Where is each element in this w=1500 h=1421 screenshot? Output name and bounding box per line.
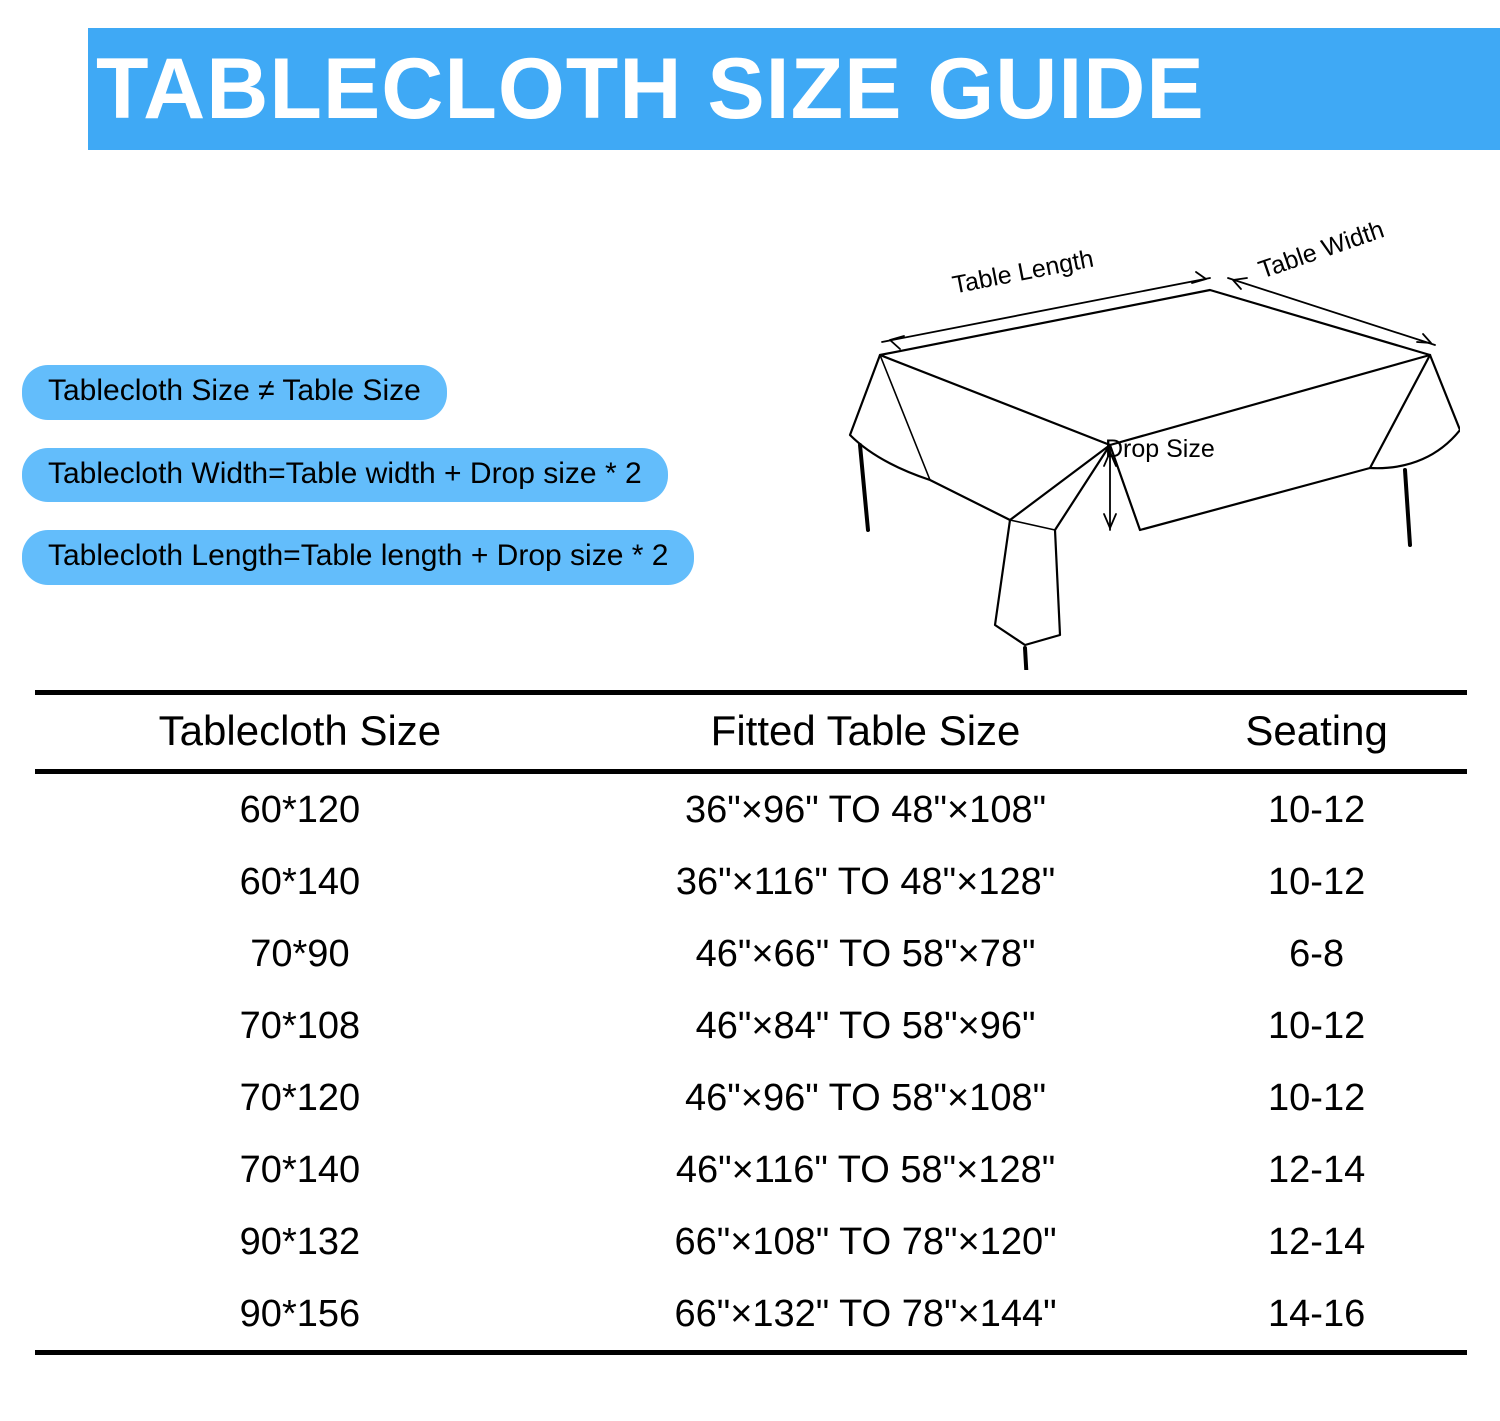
table-row: [35, 1278, 1467, 1353]
table-row: [35, 1206, 1467, 1278]
cell-seating: 14-16: [1166, 1278, 1467, 1353]
cell-fitted-table-size: 46"×66" TO 58"×78": [695, 932, 1036, 975]
column-header-seating: Seating: [1245, 707, 1388, 754]
table-row: [35, 1134, 1467, 1206]
tablecloth-diagram: [810, 215, 1460, 670]
cell-tablecloth-size: 70*140: [239, 1148, 361, 1191]
label-table-width: Table Width: [1255, 215, 1388, 285]
label-drop-size: Drop Size: [1105, 435, 1215, 463]
cell-fitted-table-size: 46"×116" TO 58"×128": [675, 1148, 1056, 1191]
cell-seating: 12-14: [1268, 1148, 1366, 1191]
cell-seating: 10-12: [1268, 1076, 1366, 1119]
cell-fitted-table-size: 46"×84" TO 58"×96": [695, 1004, 1036, 1047]
column-header-fitted-table-size: Fitted Table Size: [710, 707, 1021, 754]
cell-tablecloth-size: 60*140: [239, 860, 361, 903]
cell-seating: 10-12: [1268, 788, 1366, 831]
cell-fitted-table-size: 36"×96" TO 48"×108": [685, 788, 1047, 831]
table-header-row: [35, 693, 1467, 772]
formula-pill-length: Tablecloth Length=Table length + Drop size * 2: [22, 530, 694, 585]
size-chart-table: [35, 690, 1467, 1355]
table-row: [35, 1062, 1467, 1134]
label-table-length: Table Length: [950, 244, 1096, 300]
cell-tablecloth-size: 70*108: [239, 1004, 361, 1047]
table-body: [35, 772, 1467, 1353]
table-row: [35, 918, 1467, 990]
column-header-tablecloth-size: Tablecloth Size: [158, 707, 442, 754]
table-row: [35, 990, 1467, 1062]
page-title: TABLECLOTH SIZE GUIDE: [96, 41, 1205, 137]
cell-seating: 10-12: [1268, 1004, 1366, 1047]
cell-fitted-table-size: 66"×132" TO 78"×144": [565, 1278, 1166, 1353]
cell-fitted-table-size: 66"×108" TO 78"×120": [674, 1220, 1057, 1263]
cell-fitted-table-size: 36"×116" TO 48"×128": [675, 860, 1056, 903]
cell-tablecloth-size: 90*156: [35, 1278, 565, 1353]
cell-seating: 10-12: [1268, 860, 1366, 903]
header-banner: [88, 28, 1500, 150]
cell-seating: 6-8: [1289, 932, 1345, 975]
table-header: [35, 693, 1467, 772]
cell-tablecloth-size: 90*132: [239, 1220, 361, 1263]
formula-pill-list: [22, 365, 842, 613]
cell-tablecloth-size: 60*120: [239, 788, 361, 831]
cell-tablecloth-size: 70*120: [239, 1076, 361, 1119]
cell-tablecloth-size: 70*90: [250, 932, 350, 975]
cell-fitted-table-size: 46"×96" TO 58"×108": [685, 1076, 1047, 1119]
table-row: [35, 846, 1467, 918]
table-row: [35, 772, 1467, 847]
formula-pill-width: Tablecloth Width=Table width + Drop size * 2: [22, 448, 668, 503]
formula-pill-size: Tablecloth Size ≠ Table Size: [22, 365, 447, 420]
cell-seating: 12-14: [1268, 1220, 1366, 1263]
